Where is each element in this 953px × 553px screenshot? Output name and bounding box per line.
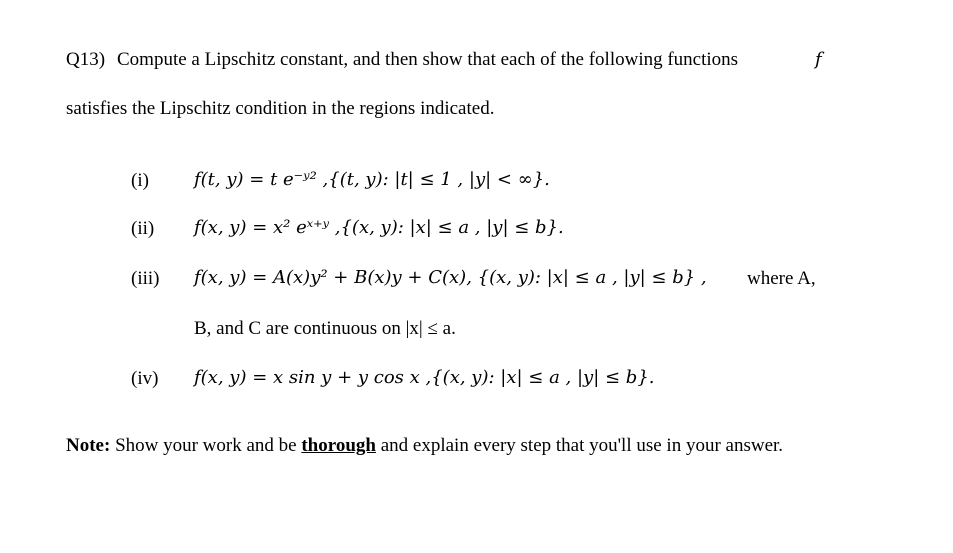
item-number-ii: (ii) (131, 218, 155, 239)
item-number-iii: (iii) (131, 268, 160, 289)
item-number-i: (i) (131, 170, 149, 191)
item-number-iv: (iv) (131, 368, 159, 389)
item-continuation-iii: B, and C are continuous on |x| ≤ a. (194, 318, 456, 339)
item-expression-ii: f(x, y) = x² eˣ⁺ʸ ,{(x, y): |x| ≤ a , |y| ≤ b}. (194, 217, 564, 238)
question-text-line1: Compute a Lipschitz constant, and then show that each of the following functions (117, 49, 739, 70)
item-expression-iv: f(x, y) = x sin y + y cos x ,{(x, y): |x| ≤ a , |y| ≤ b}. (194, 367, 655, 388)
note-text-before: Show your work and be (115, 435, 297, 456)
note-text-after: and explain every step that you'll use in your answer. (380, 435, 784, 456)
question-number: Q13) (66, 49, 106, 70)
note-label: Note: (66, 435, 111, 456)
item-tail-iii: where A, (747, 268, 816, 289)
item-expression-i: f(t, y) = t e⁻ʸ² ,{(t, y): |t| ≤ 1 , |y| < ∞}. (194, 169, 550, 190)
note-emphasis: thorough (301, 435, 376, 456)
note-paragraph (66, 434, 829, 458)
question-text-line2: satisfies the Lipschitz condition in the regions indicated. (66, 98, 495, 119)
item-expression-iii: f(x, y) = A(x)y² + B(x)y + C(x), {(x, y): |x| ≤ a , |y| ≤ b} , (194, 267, 707, 288)
function-symbol: f (815, 49, 822, 70)
